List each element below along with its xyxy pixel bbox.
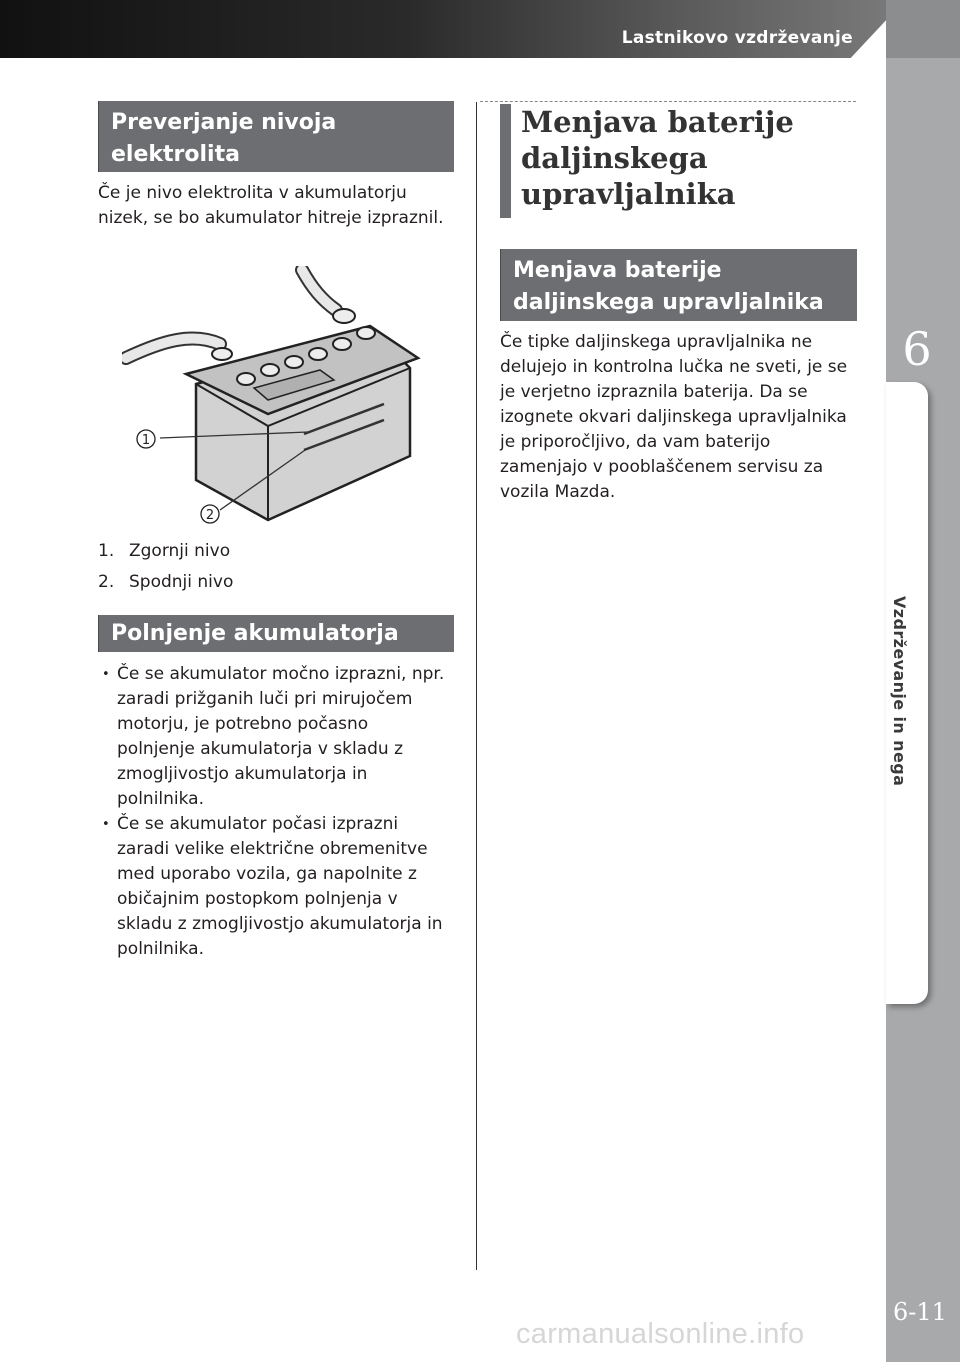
section-heading-charging: Polnjenje akumulatorja bbox=[98, 615, 454, 652]
callout-1 bbox=[137, 430, 155, 448]
watermark: carmanualsonline.info bbox=[516, 1318, 805, 1350]
page-title: Menjava baterije daljinskega upravljalnika bbox=[500, 104, 856, 218]
figure-legend bbox=[98, 539, 438, 601]
side-tab-top bbox=[886, 0, 960, 58]
column-divider bbox=[476, 102, 477, 1270]
list-item: 2. Spodnji nivo bbox=[98, 572, 234, 592]
section-heading-electrolyte: Preverjanje nivoja elektrolita bbox=[98, 101, 454, 172]
page-number: 6-11 bbox=[893, 1298, 947, 1326]
svg-text:2: 2 bbox=[205, 508, 215, 523]
list-item: • Če se akumulator počasi izprazni zaradi velike električne obremenitve med uporabo vozila, ga napolnite z običajnim postopkom polnjenja v skladu z zmogljivostjo akumulatorja in polnilnika. bbox=[101, 812, 451, 962]
chapter-label: Vzdrževanje in nega bbox=[890, 596, 909, 787]
electrolyte-paragraph: Če je nivo elektrolita v akumulatorju nizek, se bo akumulator hitreje izpraznil. bbox=[98, 183, 444, 228]
dotted-rule bbox=[480, 101, 856, 102]
list-item: 1. Zgornji nivo bbox=[98, 541, 231, 561]
callout-2 bbox=[201, 505, 219, 523]
header-title: Lastnikovo vzdrževanje bbox=[621, 28, 853, 48]
charging-bullets bbox=[101, 662, 451, 962]
section-heading-remote-battery: Menjava baterije daljinskega upravljalnika bbox=[500, 249, 857, 321]
list-item: • Če se akumulator močno izprazni, npr. zaradi prižganih luči pri mirujočem motorju, je potrebno počasno polnjenje akumulatorja v skladu z zmogljivostjo akumulatorja in polnilnika. bbox=[101, 662, 451, 812]
chapter-number: 6 bbox=[902, 322, 932, 376]
svg-text:1: 1 bbox=[141, 433, 151, 448]
battery-illustration bbox=[122, 266, 432, 528]
remote-battery-paragraph: Če tipke daljinskega upravljalnika ne delujejo in kontrolna lučka ne sveti, je se je verjetno izpraznila baterija. Da se izognete okvari daljinskega upravljalnika je priporočljivo, da vam baterijo zamenjajo v pooblaščenem servisu za vozila Mazda. bbox=[500, 332, 848, 502]
